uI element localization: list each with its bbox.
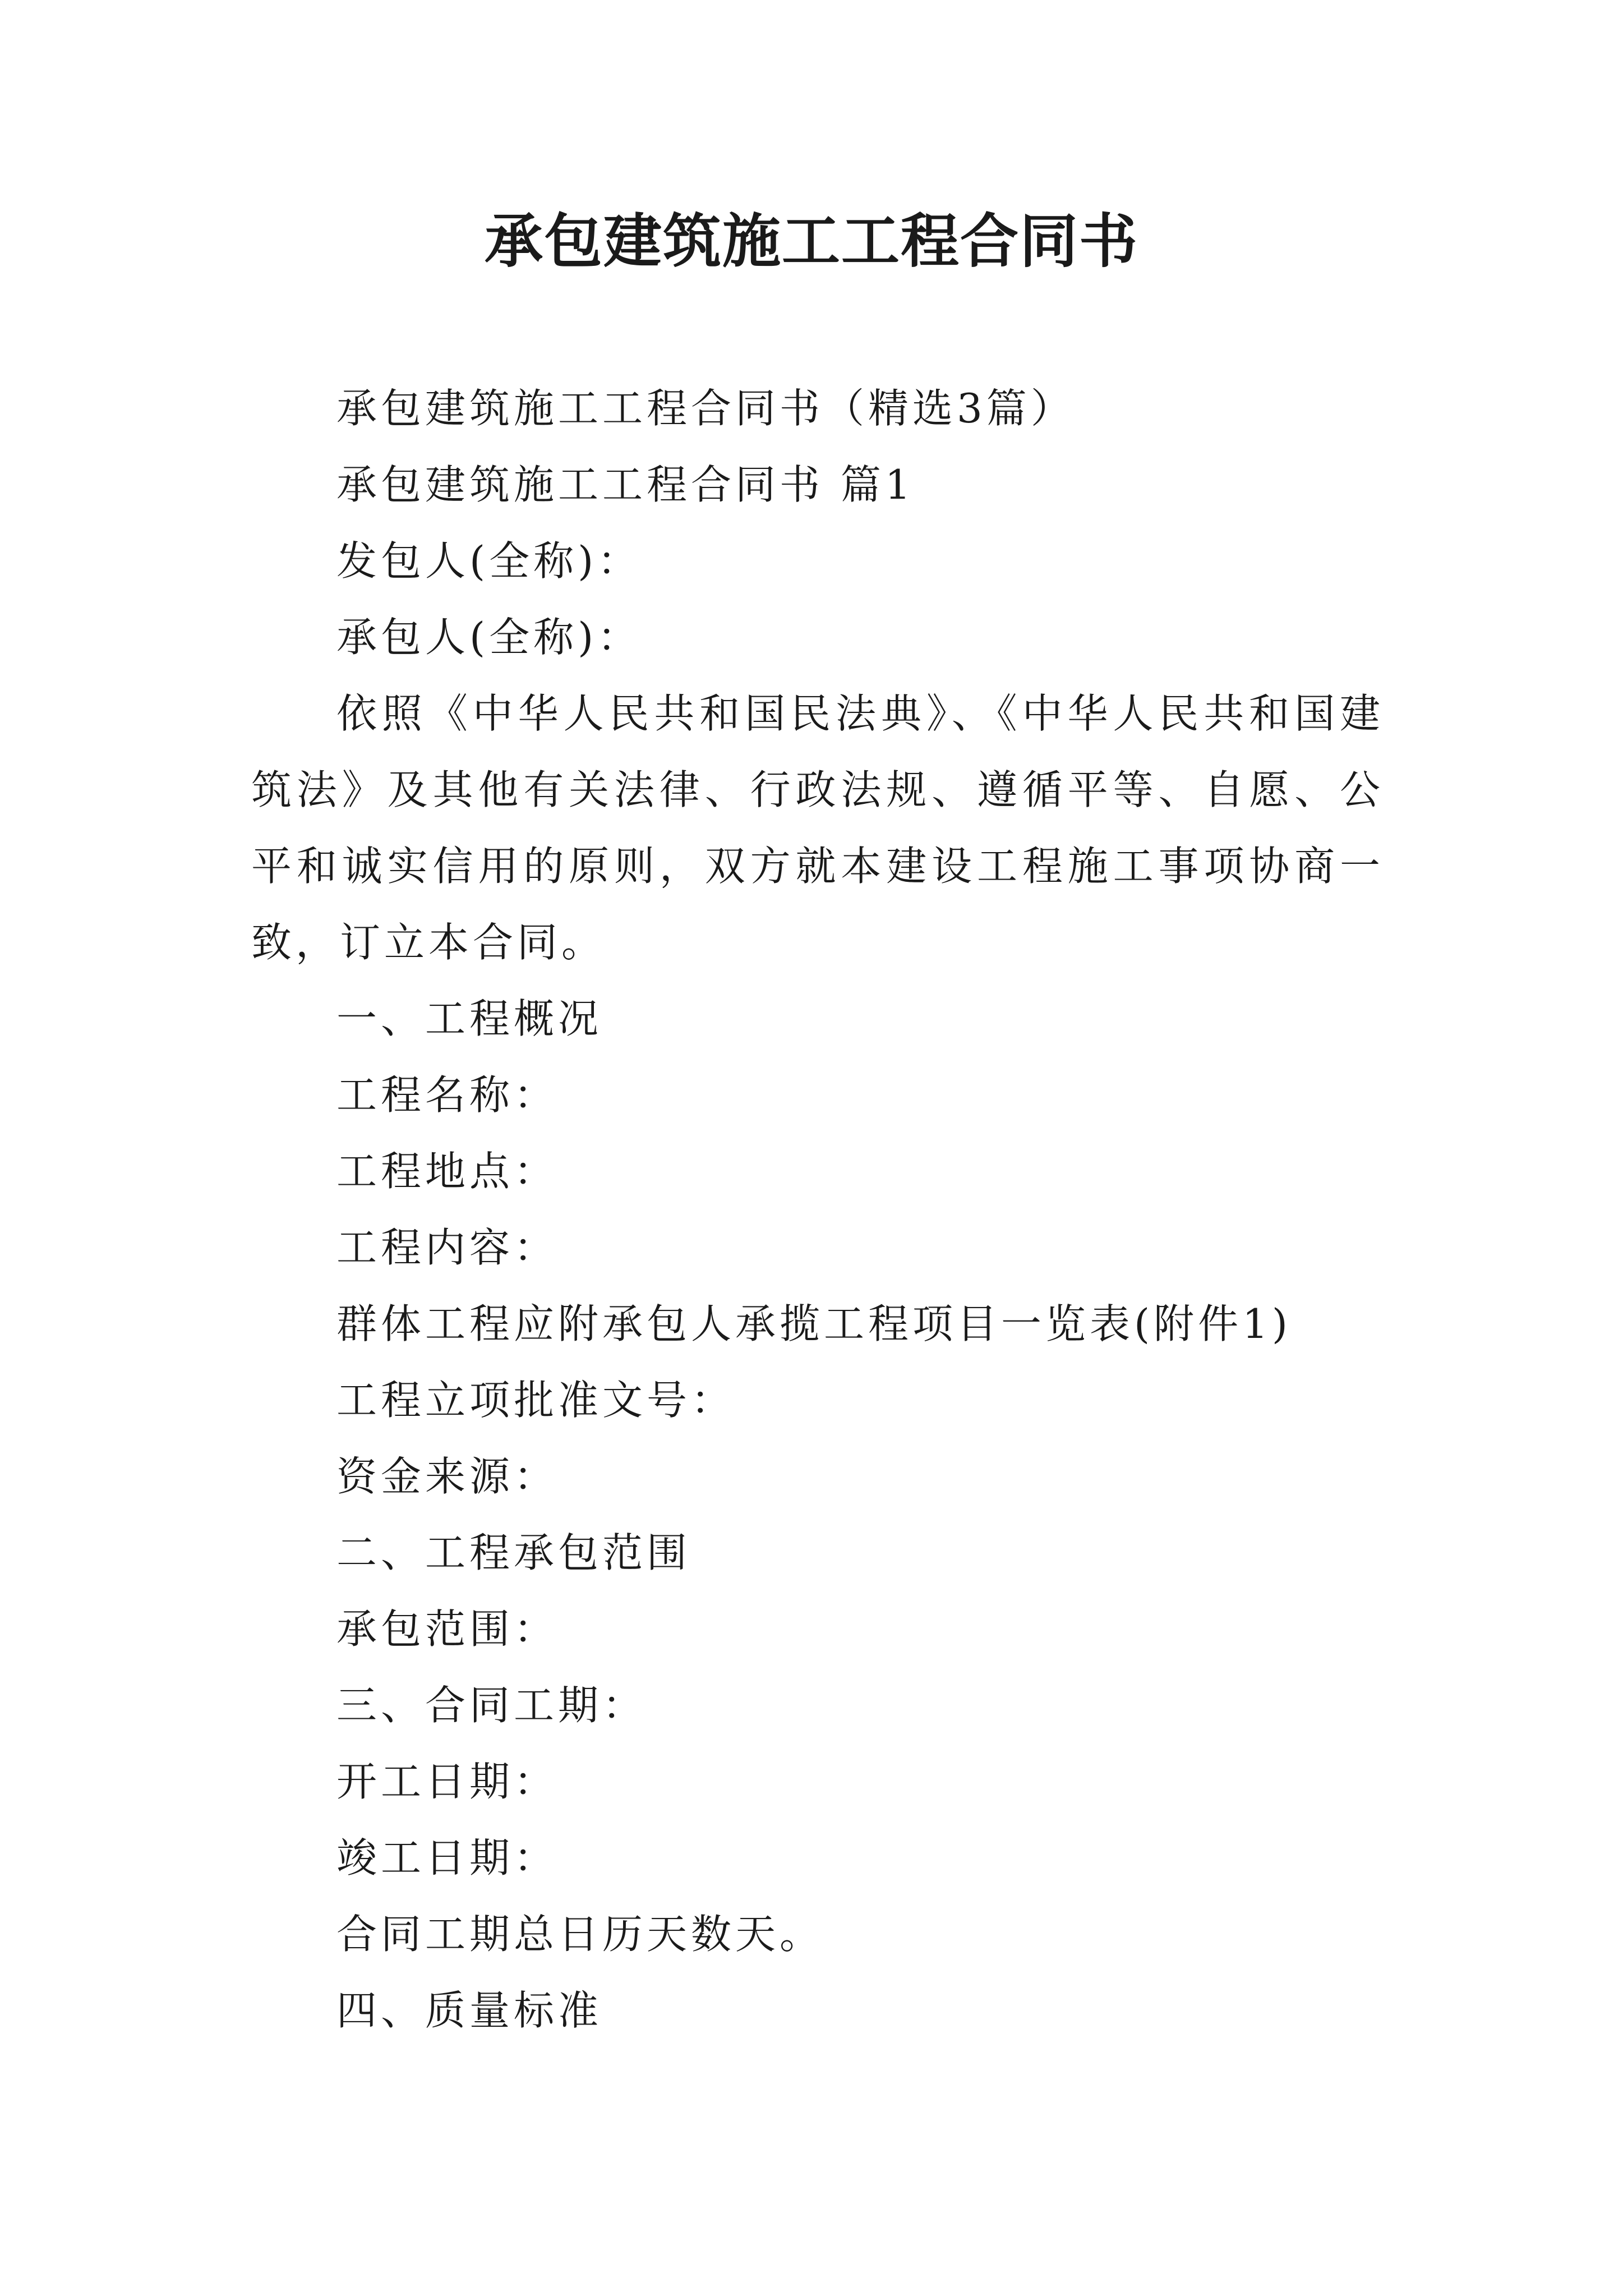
doc-subtitle: 承包建筑施工工程合同书（精选3篇） (336, 385, 1075, 432)
employer-field: 发包人(全称)： (336, 537, 642, 585)
project-content-field: 工程内容： (336, 1224, 559, 1271)
section-heading-overview: 一、工程概况 (336, 995, 603, 1042)
completion-date-field: 竣工日期： (336, 1834, 559, 1881)
contractor-field: 承包人(全称)： (336, 614, 642, 661)
section-heading-scope: 二、工程承包范围 (336, 1529, 691, 1576)
section-heading-duration: 三、合同工期： (336, 1682, 647, 1729)
scope-field: 承包范围： (336, 1605, 559, 1653)
section-heading-quality: 四、质量标准 (336, 1987, 603, 2034)
document-title: 承包建筑施工工程合同书 (484, 206, 1138, 275)
project-name-field: 工程名称： (336, 1071, 559, 1119)
section-heading-part1: 承包建筑施工工程合同书 篇1 (336, 461, 915, 508)
funding-source-field: 资金来源： (336, 1453, 559, 1500)
total-days-field: 合同工期总日历天数天。 (336, 1911, 824, 1958)
attachment-note: 群体工程应附承包人承揽工程项目一览表(附件1) (336, 1300, 1292, 1347)
project-location-field: 工程地点： (336, 1148, 559, 1195)
start-date-field: 开工日期： (336, 1758, 559, 1805)
preamble-paragraph: 依照《中华人民共和国民法典》、《中华人民共和国建筑法》及其他有关法律、行政法规、遵循平等、自愿、公平和诚实信用的原则，双方就本建设工程施工事项协商一致，订立本合同。 (251, 690, 1384, 966)
approval-number-field: 工程立项批准文号： (336, 1377, 736, 1424)
document-body (251, 370, 1384, 2049)
